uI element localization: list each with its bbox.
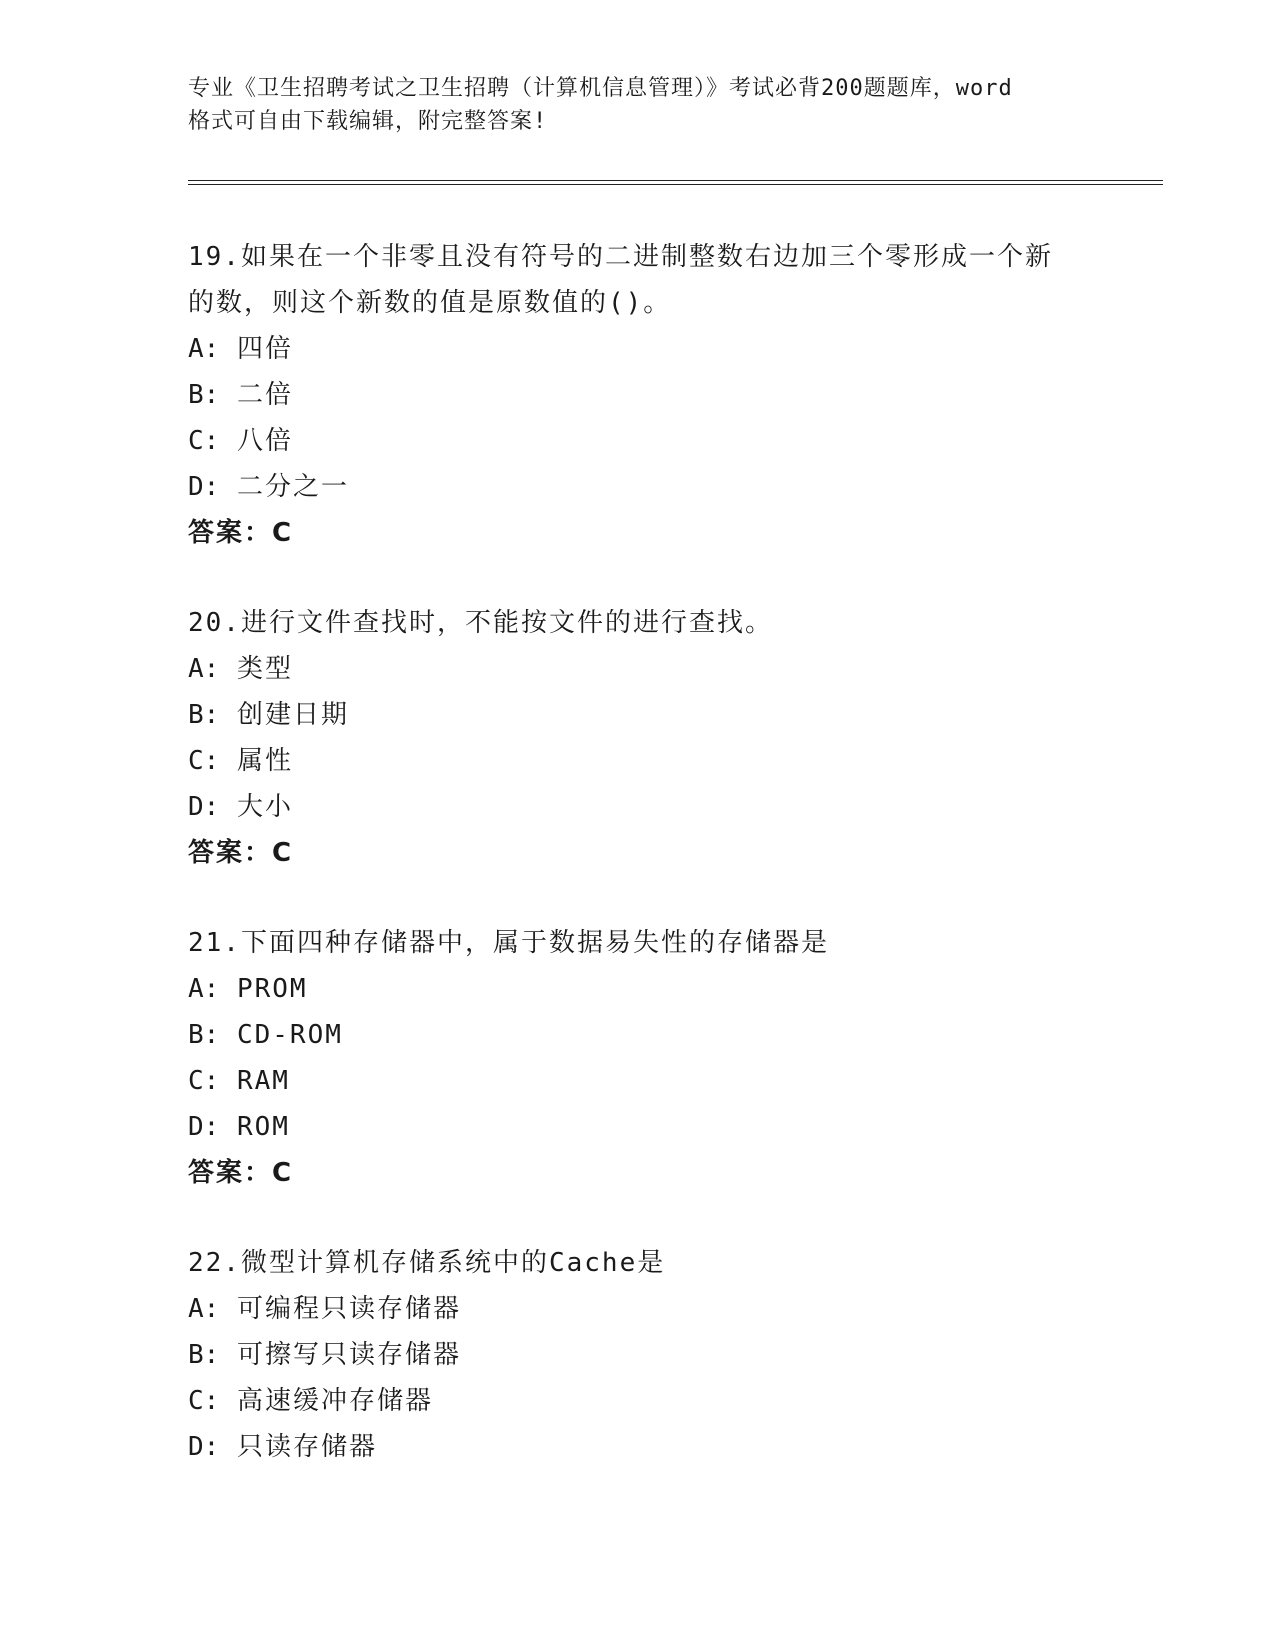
option-d: [188, 1424, 1088, 1470]
option-text: 高速缓冲存储器: [236, 1386, 433, 1416]
option-text: 二分之一: [236, 472, 349, 502]
option-text: PROM: [236, 974, 308, 1004]
option-c: [188, 418, 1088, 464]
option-letter: B:: [188, 1340, 220, 1370]
option-letter: D:: [188, 472, 220, 502]
header-line-1: 专业《卫生招聘考试之卫生招聘（计算机信息管理）》考试必背200题题库，word: [188, 76, 1013, 101]
option-text: CD-ROM: [236, 1020, 343, 1050]
header-divider-bottom: [188, 184, 1163, 185]
option-a: [188, 966, 1088, 1012]
option-text: 创建日期: [236, 700, 349, 730]
option-b: [188, 1332, 1088, 1378]
option-b: [188, 1012, 1088, 1058]
question-list: [188, 234, 1088, 1514]
option-letter: A:: [188, 334, 220, 364]
option-letter: A:: [188, 654, 220, 684]
option-text: 属性: [236, 746, 293, 776]
option-a: [188, 646, 1088, 692]
option-letter: B:: [188, 1020, 220, 1050]
question-22: [188, 1240, 1088, 1470]
option-letter: C:: [188, 1066, 220, 1096]
question-19: [188, 234, 1088, 556]
option-text: 可编程只读存储器: [236, 1294, 461, 1324]
document-header: [188, 72, 1088, 138]
option-c: [188, 1058, 1088, 1104]
answer-line: 答案：C: [188, 838, 294, 868]
option-text: ROM: [236, 1112, 290, 1142]
option-text: 八倍: [236, 426, 293, 456]
option-letter: D:: [188, 792, 220, 822]
option-text: 四倍: [236, 334, 293, 364]
question-20: [188, 600, 1088, 876]
option-text: 只读存储器: [236, 1432, 377, 1462]
question-stem: 20.进行文件查找时，不能按文件的进行查找。: [188, 608, 773, 638]
option-b: [188, 692, 1088, 738]
option-letter: C:: [188, 426, 220, 456]
question-stem: 19.如果在一个非零且没有符号的二进制整数右边加三个零形成一个新: [188, 242, 1053, 272]
option-text: 二倍: [236, 380, 293, 410]
option-d: [188, 464, 1088, 510]
option-letter: C:: [188, 746, 220, 776]
answer-line: 答案：C: [188, 1158, 294, 1188]
option-c: [188, 738, 1088, 784]
answer-line: 答案：C: [188, 518, 294, 548]
option-letter: D:: [188, 1112, 220, 1142]
option-letter: D:: [188, 1432, 220, 1462]
option-letter: A:: [188, 1294, 220, 1324]
option-letter: A:: [188, 974, 220, 1004]
option-text: 可擦写只读存储器: [236, 1340, 461, 1370]
question-21: [188, 920, 1088, 1196]
option-letter: B:: [188, 700, 220, 730]
question-stem: 22.微型计算机存储系统中的Cache是: [188, 1248, 666, 1278]
option-a: [188, 326, 1088, 372]
header-divider-top: [188, 180, 1163, 181]
question-stem: 21.下面四种存储器中，属于数据易失性的存储器是: [188, 928, 829, 958]
option-c: [188, 1378, 1088, 1424]
option-letter: B:: [188, 380, 220, 410]
option-letter: C:: [188, 1386, 220, 1416]
option-text: RAM: [236, 1066, 290, 1096]
option-text: 大小: [236, 792, 293, 822]
option-d: [188, 1104, 1088, 1150]
header-line-2: 格式可自由下载编辑，附完整答案!: [188, 109, 548, 134]
option-b: [188, 372, 1088, 418]
option-a: [188, 1286, 1088, 1332]
option-d: [188, 784, 1088, 830]
option-text: 类型: [236, 654, 293, 684]
question-stem-continued: 的数，则这个新数的值是原数值的()。: [188, 288, 672, 318]
